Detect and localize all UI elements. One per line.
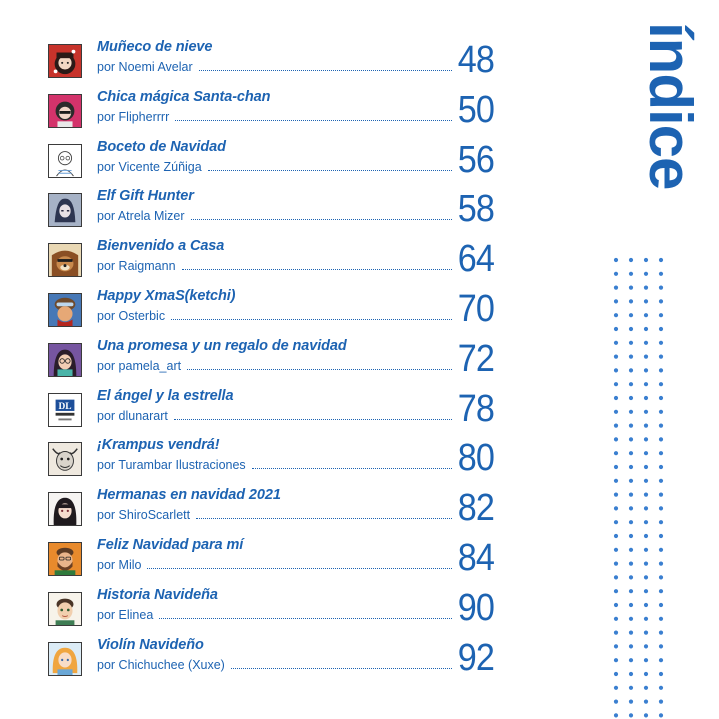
pattern-dot (659, 410, 663, 414)
dl-logo-avatar (49, 394, 81, 426)
pattern-dot (629, 313, 633, 317)
pattern-dot (644, 299, 648, 303)
pattern-dot (614, 424, 618, 428)
pattern-dot (614, 437, 618, 441)
dot-leader (182, 269, 452, 270)
snowman-girl-avatar (49, 45, 81, 77)
pattern-dot (644, 424, 648, 428)
dot-leader (175, 120, 452, 121)
pattern-dot (614, 644, 618, 648)
dot-leader (208, 170, 452, 171)
magic-girl-avatar (49, 95, 81, 127)
toc-entry[interactable] (48, 138, 494, 184)
entry-title[interactable]: Violín Navideño (97, 636, 204, 653)
blonde-girl-avatar (49, 643, 81, 675)
pattern-dot (644, 562, 648, 566)
entry-page-number[interactable]: 58 (457, 188, 494, 231)
entry-author: por Raigmann (97, 259, 176, 274)
entry-thumbnail (48, 94, 82, 128)
pattern-dot (659, 506, 663, 510)
pattern-dot (659, 575, 663, 579)
entry-title[interactable]: ¡Krampus vendrá! (97, 437, 220, 454)
toc-entry[interactable] (48, 337, 494, 383)
pattern-dot (629, 713, 633, 717)
pattern-dot (644, 672, 648, 676)
pattern-dot (644, 258, 648, 262)
pattern-dot (659, 658, 663, 662)
entry-title[interactable]: Elf Gift Hunter (97, 188, 194, 205)
entry-thumbnail (48, 542, 82, 576)
pattern-dot (659, 589, 663, 593)
pattern-dot (614, 368, 618, 372)
entry-author: por Atrela Mizer (97, 209, 185, 224)
pattern-dot (659, 437, 663, 441)
pattern-dot (644, 658, 648, 662)
pattern-dot (659, 562, 663, 566)
pattern-dot (629, 299, 633, 303)
pattern-dot (644, 713, 648, 717)
pattern-dot (614, 313, 618, 317)
pattern-dot (614, 658, 618, 662)
pattern-dot (659, 479, 663, 483)
entry-page-number[interactable]: 64 (457, 238, 494, 281)
toc-entry[interactable] (48, 586, 494, 632)
pattern-dot (644, 355, 648, 359)
entry-thumbnail (48, 642, 82, 676)
toc-entry[interactable] (48, 88, 494, 134)
pattern-dot (614, 686, 618, 690)
pattern-dot (614, 355, 618, 359)
dot-leader (147, 568, 452, 569)
pattern-dot (614, 672, 618, 676)
pattern-dot (629, 451, 633, 455)
entry-page-number[interactable]: 72 (457, 337, 494, 380)
pattern-dot (659, 520, 663, 524)
pattern-dot (629, 327, 633, 331)
entry-title[interactable]: Feliz Navidad para mí (97, 537, 244, 553)
pattern-dot (659, 672, 663, 676)
pattern-dot (644, 575, 648, 579)
pattern-dot (659, 299, 663, 303)
pattern-dot (629, 575, 633, 579)
pattern-dot (629, 534, 633, 538)
pattern-dot (644, 506, 648, 510)
pattern-dot (614, 382, 618, 386)
pattern-dot (614, 299, 618, 303)
pattern-dot (644, 520, 648, 524)
author-row (97, 606, 452, 622)
pattern-dot (614, 286, 618, 290)
pattern-dot (614, 589, 618, 593)
author-row (97, 257, 452, 273)
pattern-dot (629, 382, 633, 386)
pattern-dot (644, 286, 648, 290)
pattern-dot (629, 437, 633, 441)
pattern-dot (659, 396, 663, 400)
pattern-dot (629, 355, 633, 359)
pattern-dot (629, 465, 633, 469)
pattern-dot (629, 644, 633, 648)
entry-thumbnail (48, 492, 82, 526)
pattern-dot (629, 424, 633, 428)
author-row (97, 506, 452, 522)
pattern-dot (659, 382, 663, 386)
pattern-dot (659, 631, 663, 635)
pattern-dot (629, 368, 633, 372)
pattern-dot (659, 603, 663, 607)
pattern-dot (629, 493, 633, 497)
toc-entry[interactable] (48, 39, 494, 84)
pattern-dot (629, 341, 633, 345)
pattern-dot (644, 686, 648, 690)
pattern-dot (629, 548, 633, 552)
entry-page-number[interactable]: 78 (457, 387, 494, 430)
index-heading: índice (637, 22, 704, 190)
pattern-dot (659, 617, 663, 621)
entry-thumbnail (48, 193, 82, 227)
pattern-dot (644, 396, 648, 400)
pattern-dot (644, 603, 648, 607)
pattern-dot (614, 410, 618, 414)
pattern-dot (629, 686, 633, 690)
pattern-dot (629, 272, 633, 276)
author-row (97, 407, 452, 423)
dog-avatar (49, 244, 81, 276)
dot-leader (174, 419, 452, 420)
entry-title[interactable]: Historia Navideña (97, 586, 218, 603)
entry-thumbnail (48, 293, 82, 327)
dot-leader (191, 219, 452, 220)
pattern-dot (644, 631, 648, 635)
pattern-dot (629, 396, 633, 400)
entry-title[interactable]: Chica mágica Santa-chan (97, 88, 271, 105)
toc-entry[interactable] (48, 537, 494, 582)
boy-avatar (49, 593, 81, 625)
pattern-dot (644, 341, 648, 345)
pattern-dot (644, 493, 648, 497)
pattern-dot (614, 341, 618, 345)
pattern-dot (629, 617, 633, 621)
pattern-dot (614, 617, 618, 621)
pattern-dot (629, 631, 633, 635)
entry-page-number[interactable]: 80 (457, 437, 494, 480)
pattern-dot (659, 465, 663, 469)
pattern-dot (659, 700, 663, 704)
pattern-dot (659, 686, 663, 690)
pattern-dot (614, 562, 618, 566)
krampus-avatar (49, 443, 81, 475)
pattern-dot (629, 672, 633, 676)
toc-entry[interactable] (48, 387, 494, 433)
author-row (97, 58, 452, 74)
pattern-dot (659, 493, 663, 497)
pattern-dot (659, 368, 663, 372)
pattern-dot (614, 534, 618, 538)
pattern-dot (659, 534, 663, 538)
entry-title[interactable]: Happy XmaS(ketchi) (97, 288, 236, 304)
pattern-dot (644, 700, 648, 704)
entry-author: por Osterbic (97, 309, 166, 323)
dot-leader (196, 518, 452, 519)
dot-leader (231, 668, 452, 669)
pattern-dot (629, 410, 633, 414)
pattern-dot (614, 493, 618, 497)
pattern-dot (644, 410, 648, 414)
dot-leader (171, 319, 452, 320)
pattern-dot (644, 479, 648, 483)
pattern-dot (629, 700, 633, 704)
pattern-dot (629, 258, 633, 262)
pattern-dot (659, 272, 663, 276)
pattern-dot (614, 700, 618, 704)
entry-page-number[interactable]: 56 (457, 138, 494, 181)
pattern-dot (614, 479, 618, 483)
author-row (97, 456, 452, 472)
toc-entry[interactable] (48, 188, 494, 233)
entry-title[interactable]: Muñeco de nieve (97, 39, 213, 55)
pattern-dot (614, 631, 618, 635)
entry-author: por pamela_art (97, 358, 182, 373)
pattern-dot (614, 575, 618, 579)
pattern-dot (659, 644, 663, 648)
toc-entry[interactable] (48, 636, 494, 682)
pattern-dot (659, 355, 663, 359)
author-row (97, 556, 452, 572)
pattern-dot (629, 520, 633, 524)
pattern-dot (629, 479, 633, 483)
entry-author: por Turambar Ilustraciones (97, 458, 246, 473)
pattern-dot (659, 424, 663, 428)
pattern-dot (644, 327, 648, 331)
dot-leader (159, 618, 452, 619)
author-row (97, 158, 452, 174)
pattern-dot (644, 589, 648, 593)
pattern-dot (614, 713, 618, 717)
toc-entry[interactable] (48, 487, 494, 532)
pattern-dot (644, 534, 648, 538)
toc-entry[interactable] (48, 437, 494, 482)
pattern-dot (614, 451, 618, 455)
pattern-dot (629, 286, 633, 290)
toc-entry[interactable] (48, 238, 494, 283)
entry-author: por ShiroScarlett (97, 508, 191, 523)
entry-page-number[interactable]: 90 (457, 586, 494, 629)
entry-thumbnail (48, 243, 82, 277)
pattern-dot (629, 562, 633, 566)
author-row (97, 656, 452, 672)
entry-thumbnail (48, 144, 82, 178)
pattern-dot (644, 437, 648, 441)
author-row (97, 307, 452, 323)
entry-thumbnail (48, 343, 82, 377)
pattern-dot (614, 548, 618, 552)
pattern-dot (629, 506, 633, 510)
pattern-dot (629, 658, 633, 662)
entry-title[interactable]: Una promesa y un regalo de navidad (97, 337, 347, 354)
pattern-dot (614, 506, 618, 510)
dot-leader (187, 369, 452, 370)
entry-author: por Noemi Avelar (97, 60, 193, 74)
pattern-dot (614, 465, 618, 469)
pattern-dot (659, 451, 663, 455)
pattern-dot (659, 327, 663, 331)
pattern-dot (659, 341, 663, 345)
entry-author: por Chichuchee (Xuxe) (97, 657, 225, 672)
entry-thumbnail (48, 592, 82, 626)
pattern-dot (614, 603, 618, 607)
entry-title[interactable]: El ángel y la estrella (97, 387, 234, 404)
pattern-dot (659, 286, 663, 290)
pattern-dot (614, 520, 618, 524)
girl-glasses-avatar (49, 344, 81, 376)
pattern-dot (659, 548, 663, 552)
pattern-dot (644, 368, 648, 372)
entry-title[interactable]: Bienvenido a Casa (97, 238, 225, 255)
entry-title[interactable]: Hermanas en navidad 2021 (97, 487, 281, 504)
dark-hair-girl-avatar (49, 493, 81, 525)
pattern-dot (644, 548, 648, 552)
dot-pattern-decoration (612, 256, 668, 719)
entry-page-number[interactable]: 50 (457, 88, 494, 131)
pattern-dot (659, 258, 663, 262)
entry-thumbnail (48, 44, 82, 78)
entry-thumbnail (48, 442, 82, 476)
pattern-dot (644, 272, 648, 276)
pattern-dot (644, 617, 648, 621)
bearded-man-avatar (49, 543, 81, 575)
pattern-dot (644, 313, 648, 317)
pattern-dot (644, 382, 648, 386)
elf-avatar (49, 194, 81, 226)
pattern-dot (644, 451, 648, 455)
pattern-dot (614, 272, 618, 276)
entry-title[interactable]: Boceto de Navidad (97, 138, 226, 155)
pattern-dot (614, 327, 618, 331)
pattern-dot (659, 313, 663, 317)
pattern-dot (614, 258, 618, 262)
pattern-dot (644, 644, 648, 648)
pattern-dot (644, 465, 648, 469)
entry-thumbnail (48, 393, 82, 427)
entry-author: por dlunarart (97, 408, 168, 423)
dl-logo-text: DL (58, 401, 72, 412)
pattern-dot (659, 713, 663, 717)
entry-page-number[interactable]: 70 (457, 288, 494, 330)
entry-page-number[interactable]: 92 (457, 636, 494, 679)
entry-page-number[interactable]: 82 (457, 487, 494, 530)
entry-author: por Milo (97, 558, 142, 572)
aviator-avatar (49, 294, 81, 326)
entry-author: por Vicente Zúñiga (97, 159, 202, 174)
entry-page-number[interactable]: 84 (457, 537, 494, 579)
sketch-avatar (49, 145, 81, 177)
dot-leader (252, 468, 452, 469)
author-row (97, 357, 452, 373)
pattern-dot (629, 589, 633, 593)
pattern-dot (614, 396, 618, 400)
entry-page-number[interactable]: 48 (457, 39, 494, 81)
author-row (97, 207, 452, 223)
toc-entry[interactable] (48, 288, 494, 333)
entry-author: por Elinea (97, 607, 154, 622)
pattern-dot (629, 603, 633, 607)
author-row (97, 108, 452, 124)
dot-leader (199, 70, 452, 71)
entry-author: por Flipherrrr (97, 109, 170, 124)
